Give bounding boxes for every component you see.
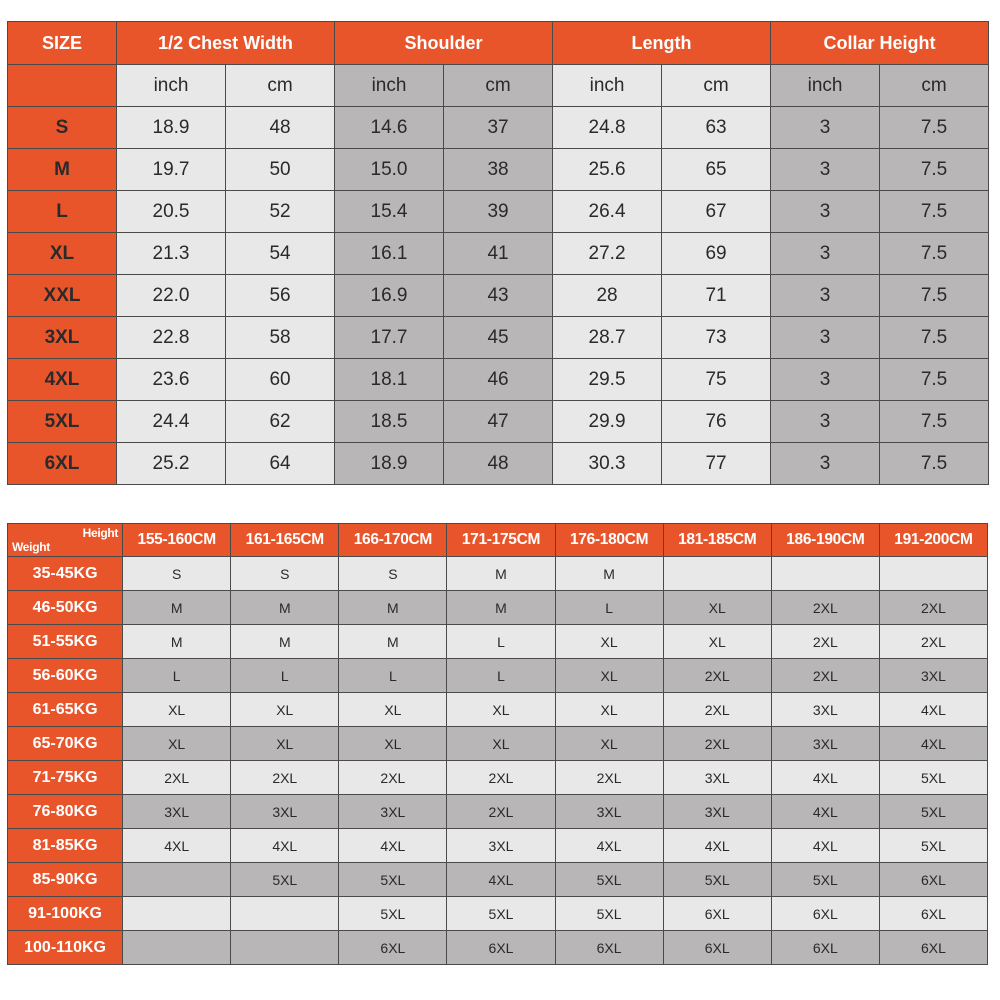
recommended-size-cell: 4XL [879,693,987,727]
weight-range-label: 81-85KG [8,829,123,863]
height-range-header: 171-175CM [447,524,555,557]
size-label: 4XL [8,359,117,401]
measurement-cell: 14.6 [335,107,444,149]
height-range-header: 166-170CM [339,524,447,557]
weight-range-label: 91-100KG [8,897,123,931]
measurement-cell: 67 [662,191,771,233]
recommended-size-cell: 4XL [555,829,663,863]
measurement-cell: 7.5 [880,317,989,359]
recommended-size-cell: XL [231,693,339,727]
recommended-size-cell: 5XL [879,795,987,829]
fit-corner-cell [8,524,123,557]
recommended-size-cell: XL [555,659,663,693]
recommended-size-cell: 6XL [879,897,987,931]
recommended-size-cell: M [447,591,555,625]
weight-row [8,931,988,965]
fit-chart-header-row [8,524,988,557]
recommended-size-cell: 3XL [231,795,339,829]
measurement-cell: 60 [226,359,335,401]
weight-range-label: 100-110KG [8,931,123,965]
measurement-cell: 45 [444,317,553,359]
recommended-size-cell: 5XL [555,897,663,931]
weight-row [8,727,988,761]
recommended-size-cell: 6XL [771,931,879,965]
recommended-size-cell: 3XL [771,727,879,761]
measurement-cell: 3 [771,443,880,485]
unit-label: cm [880,65,989,107]
measurement-cell: 63 [662,107,771,149]
recommended-size-cell: 6XL [339,931,447,965]
size-label: L [8,191,117,233]
size-row [8,359,989,401]
measurement-cell: 16.1 [335,233,444,275]
measurement-cell: 3 [771,107,880,149]
recommended-size-cell: 5XL [771,863,879,897]
measurement-cell: 7.5 [880,149,989,191]
measurement-cell: 64 [226,443,335,485]
recommended-size-cell: XL [123,727,231,761]
recommended-size-cell: 5XL [555,863,663,897]
measurement-cell: 18.9 [335,443,444,485]
measurement-cell: 23.6 [117,359,226,401]
measurement-cell: 76 [662,401,771,443]
recommended-size-cell: XL [231,727,339,761]
recommended-size-cell: 5XL [879,761,987,795]
weight-row [8,829,988,863]
size-label: 6XL [8,443,117,485]
recommended-size-cell: 4XL [123,829,231,863]
measurement-cell: 18.1 [335,359,444,401]
recommended-size-cell: 4XL [231,829,339,863]
measurement-cell: 65 [662,149,771,191]
measurement-cell: 15.4 [335,191,444,233]
recommended-size-cell: S [339,557,447,591]
recommended-size-cell: 2XL [447,761,555,795]
unit-label: cm [226,65,335,107]
measurement-cell: 69 [662,233,771,275]
measurement-cell: 21.3 [117,233,226,275]
recommended-size-cell: 5XL [447,897,555,931]
measurement-cell: 3 [771,149,880,191]
measurement-cell: 18.9 [117,107,226,149]
recommended-size-cell: M [231,625,339,659]
recommended-size-cell: 2XL [447,795,555,829]
recommended-size-cell [123,931,231,965]
measurement-cell: 62 [226,401,335,443]
size-row [8,401,989,443]
recommended-size-cell: M [123,591,231,625]
measurement-cell: 73 [662,317,771,359]
recommended-size-cell: 4XL [771,761,879,795]
recommended-size-cell [231,897,339,931]
size-corner-label: SIZE [8,22,117,65]
measurement-cell: 30.3 [553,443,662,485]
measurement-cell: 39 [444,191,553,233]
measurement-cell: 17.7 [335,317,444,359]
weight-row [8,557,988,591]
recommended-size-cell: XL [555,727,663,761]
measurement-cell: 24.4 [117,401,226,443]
unit-label: cm [444,65,553,107]
height-range-header: 181-185CM [663,524,771,557]
recommended-size-cell: XL [555,693,663,727]
size-row [8,443,989,485]
measurement-cell: 46 [444,359,553,401]
recommended-size-cell: M [339,625,447,659]
unit-row-blank-cell [8,65,117,107]
height-range-header: 155-160CM [123,524,231,557]
measurement-cell: 37 [444,107,553,149]
measurement-cell: 28 [553,275,662,317]
size-label: XXL [8,275,117,317]
size-chart-header-row [8,22,989,65]
measurement-cell: 7.5 [880,107,989,149]
measurement-cell: 19.7 [117,149,226,191]
recommended-size-cell: XL [663,625,771,659]
measurement-cell: 7.5 [880,443,989,485]
recommended-size-cell: 5XL [879,829,987,863]
recommended-size-cell: 2XL [663,659,771,693]
measurement-cell: 25.6 [553,149,662,191]
measurement-cell: 27.2 [553,233,662,275]
recommended-size-cell: L [447,659,555,693]
weight-range-label: 61-65KG [8,693,123,727]
recommended-size-cell: L [339,659,447,693]
recommended-size-cell: 6XL [879,863,987,897]
height-weight-fit-table [7,523,988,965]
measurement-cell: 7.5 [880,401,989,443]
recommended-size-cell: XL [555,625,663,659]
weight-row [8,761,988,795]
recommended-size-cell: 2XL [555,761,663,795]
unit-label: inch [771,65,880,107]
measurement-cell: 52 [226,191,335,233]
measurement-cell: 16.9 [335,275,444,317]
recommended-size-cell: 2XL [663,727,771,761]
measurement-cell: 75 [662,359,771,401]
size-chart-unit-row [8,65,989,107]
measurement-cell: 18.5 [335,401,444,443]
weight-range-label: 51-55KG [8,625,123,659]
recommended-size-cell: 5XL [339,863,447,897]
measurement-cell: 22.8 [117,317,226,359]
measurement-cell: 71 [662,275,771,317]
measurement-cell: 3 [771,233,880,275]
size-chart-table [7,21,989,485]
weight-row [8,693,988,727]
size-label: XL [8,233,117,275]
measurement-cell: 38 [444,149,553,191]
recommended-size-cell: 3XL [771,693,879,727]
size-row [8,233,989,275]
recommended-size-cell: 3XL [663,795,771,829]
header-shoulder: Shoulder [335,22,553,65]
weight-row [8,591,988,625]
measurement-cell: 7.5 [880,359,989,401]
recommended-size-cell: 3XL [879,659,987,693]
measurement-cell: 41 [444,233,553,275]
height-range-header: 191-200CM [879,524,987,557]
recommended-size-cell: XL [447,693,555,727]
weight-range-label: 65-70KG [8,727,123,761]
measurement-cell: 56 [226,275,335,317]
recommended-size-cell: M [339,591,447,625]
recommended-size-cell: S [231,557,339,591]
recommended-size-cell [771,557,879,591]
recommended-size-cell [231,931,339,965]
recommended-size-cell: 5XL [339,897,447,931]
size-row [8,275,989,317]
measurement-cell: 20.5 [117,191,226,233]
measurement-cell: 3 [771,317,880,359]
recommended-size-cell [879,557,987,591]
measurement-cell: 3 [771,359,880,401]
recommended-size-cell: 2XL [771,659,879,693]
header-length: Length [553,22,771,65]
height-range-header: 176-180CM [555,524,663,557]
weight-range-label: 35-45KG [8,557,123,591]
weight-row [8,795,988,829]
recommended-size-cell: 4XL [447,863,555,897]
measurement-cell: 7.5 [880,275,989,317]
measurement-cell: 24.8 [553,107,662,149]
weight-range-label: 76-80KG [8,795,123,829]
recommended-size-cell: XL [339,693,447,727]
recommended-size-cell: L [231,659,339,693]
recommended-size-cell: 3XL [555,795,663,829]
measurement-cell: 43 [444,275,553,317]
height-range-header: 161-165CM [231,524,339,557]
recommended-size-cell: L [555,591,663,625]
recommended-size-cell: M [555,557,663,591]
measurement-cell: 48 [226,107,335,149]
recommended-size-cell: 5XL [663,863,771,897]
recommended-size-cell: 6XL [879,931,987,965]
recommended-size-cell: 2XL [771,591,879,625]
recommended-size-cell: 6XL [663,931,771,965]
recommended-size-cell: M [231,591,339,625]
size-label: M [8,149,117,191]
measurement-cell: 15.0 [335,149,444,191]
recommended-size-cell: 3XL [339,795,447,829]
weight-range-label: 71-75KG [8,761,123,795]
recommended-size-cell: M [447,557,555,591]
recommended-size-cell: 2XL [879,591,987,625]
unit-label: inch [553,65,662,107]
recommended-size-cell: 6XL [663,897,771,931]
recommended-size-cell: 3XL [447,829,555,863]
measurement-cell: 29.9 [553,401,662,443]
measurement-cell: 22.0 [117,275,226,317]
measurement-cell: 48 [444,443,553,485]
size-label: 3XL [8,317,117,359]
measurement-cell: 50 [226,149,335,191]
recommended-size-cell: 2XL [663,693,771,727]
size-label: 5XL [8,401,117,443]
recommended-size-cell: 4XL [771,829,879,863]
size-row [8,149,989,191]
recommended-size-cell: 2XL [123,761,231,795]
weight-range-label: 56-60KG [8,659,123,693]
recommended-size-cell: 2XL [339,761,447,795]
measurement-cell: 28.7 [553,317,662,359]
measurement-cell: 7.5 [880,191,989,233]
measurement-cell: 3 [771,275,880,317]
measurement-cell: 25.2 [117,443,226,485]
recommended-size-cell: 4XL [771,795,879,829]
weight-range-label: 46-50KG [8,591,123,625]
corner-weight-label: Weight [12,540,50,554]
recommended-size-cell: S [123,557,231,591]
measurement-cell: 29.5 [553,359,662,401]
recommended-size-cell: 3XL [663,761,771,795]
recommended-size-cell: M [123,625,231,659]
recommended-size-cell: L [447,625,555,659]
unit-label: inch [335,65,444,107]
unit-label: inch [117,65,226,107]
measurement-cell: 77 [662,443,771,485]
weight-row [8,659,988,693]
size-row [8,191,989,233]
recommended-size-cell: 2XL [879,625,987,659]
header-collar-height: Collar Height [771,22,989,65]
measurement-cell: 7.5 [880,233,989,275]
size-row [8,107,989,149]
size-row [8,317,989,359]
recommended-size-cell: 6XL [555,931,663,965]
weight-row [8,625,988,659]
recommended-size-cell: 4XL [663,829,771,863]
recommended-size-cell: 4XL [879,727,987,761]
recommended-size-cell [663,557,771,591]
weight-row [8,863,988,897]
height-range-header: 186-190CM [771,524,879,557]
recommended-size-cell: 5XL [231,863,339,897]
measurement-cell: 58 [226,317,335,359]
recommended-size-cell: 6XL [447,931,555,965]
measurement-cell: 3 [771,401,880,443]
measurement-cell: 47 [444,401,553,443]
recommended-size-cell: XL [663,591,771,625]
recommended-size-cell: 4XL [339,829,447,863]
corner-height-label: Height [82,526,119,540]
recommended-size-cell [123,897,231,931]
measurement-cell: 54 [226,233,335,275]
recommended-size-cell: XL [339,727,447,761]
measurement-cell: 3 [771,191,880,233]
recommended-size-cell: 2XL [771,625,879,659]
unit-label: cm [662,65,771,107]
recommended-size-cell: 3XL [123,795,231,829]
recommended-size-cell: L [123,659,231,693]
header-chest-width: 1/2 Chest Width [117,22,335,65]
weight-range-label: 85-90KG [8,863,123,897]
size-label: S [8,107,117,149]
recommended-size-cell: XL [447,727,555,761]
recommended-size-cell [123,863,231,897]
measurement-cell: 26.4 [553,191,662,233]
recommended-size-cell: 2XL [231,761,339,795]
recommended-size-cell: 6XL [771,897,879,931]
recommended-size-cell: XL [123,693,231,727]
weight-row [8,897,988,931]
